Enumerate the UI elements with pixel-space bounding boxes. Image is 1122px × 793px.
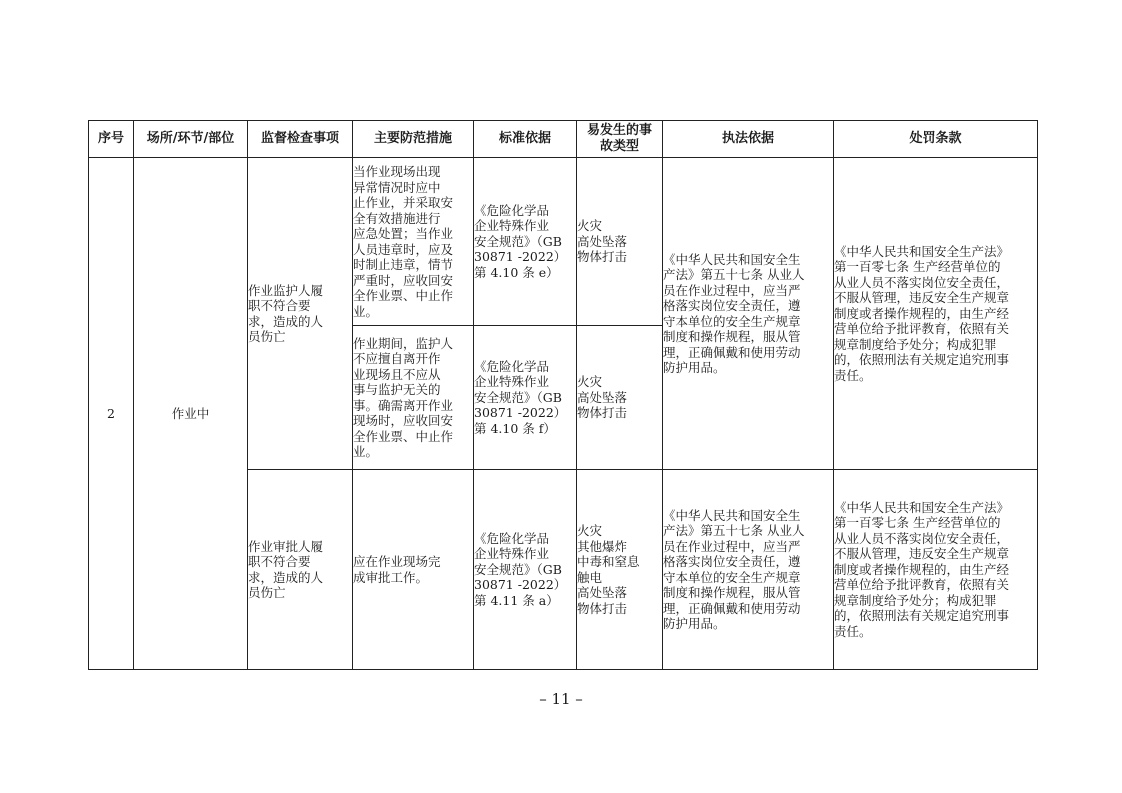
accident-type-cell: 火灾 其他爆炸 中毒和窒息 触电 高处坠落 物体打击 <box>577 470 663 670</box>
law-cell: 《中华人民共和国安全生 产法》第五十七条 从业人 员在作业过程中，应当严 格落实岗位安全责任，遵 守本单位的安全生产规章 制度和操作规程，服从管 理，正确佩戴和使用劳动 防护用品。 <box>663 158 834 470</box>
header-standard: 标准依据 <box>474 121 577 158</box>
header-law: 执法依据 <box>663 121 834 158</box>
header-issue: 监督检查事项 <box>248 121 353 158</box>
measure-cell: 当作业现场出现 异常情况时应中 止作业，并采取安 全有效措施进行 应急处置；当作业 人员违章时，应及 时制止违章，情节 严重时，应收回安 全作业票、中止作 业。 <box>353 158 474 326</box>
header-row <box>89 121 1038 158</box>
law-cell: 《中华人民共和国安全生 产法》第五十七条 从业人 员在作业过程中，应当严 格落实岗位安全责任，遵 守本单位的安全生产规章 制度和操作规程，服从管 理，正确佩戴和使用劳动 防护用品。 <box>663 470 834 670</box>
measure-cell: 作业期间，监护人 不应擅自离开作 业现场且不应从 事与监护无关的 事。确需离开作业 现场时，应收回安 全作业票、中止作 业。 <box>353 326 474 470</box>
issue-cell: 作业监护人履 职不符合要 求，造成的人 员伤亡 <box>248 158 353 470</box>
accident-type-cell: 火灾 高处坠落 物体打击 <box>577 158 663 326</box>
standard-cell: 《危险化学品 企业特殊作业 安全规范》（GB 30871 -2022） 第 4.11 条 a） <box>474 470 577 670</box>
header-measure: 主要防范措施 <box>353 121 474 158</box>
table-row <box>89 158 1038 326</box>
location-cell: 作业中 <box>134 158 248 670</box>
penalty-cell: 《中华人民共和国安全生产法》 第一百零七条 生产经营单位的 从业人员不落实岗位安全责任， 不服从管理，违反安全生产规章 制度或者操作规程的，由生产经 营单位给予批评教育，依照有关 规章制度给予处分；构成犯罪 的，依照刑法有关规定追究刑事 责任。 <box>834 158 1038 470</box>
penalty-cell: 《中华人民共和国安全生产法》 第一百零七条 生产经营单位的 从业人员不落实岗位安全责任， 不服从管理，违反安全生产规章 制度或者操作规程的，由生产经 营单位给予批评教育，依照有关 规章制度给予处分；构成犯罪 的，依照刑法有关规定追究刑事 责任。 <box>834 470 1038 670</box>
measure-cell: 应在作业现场完 成审批工作。 <box>353 470 474 670</box>
header-penalty: 处罚条款 <box>834 121 1038 158</box>
issue-cell: 作业审批人履 职不符合要 求，造成的人 员伤亡 <box>248 470 353 670</box>
inspection-table <box>88 120 1038 670</box>
standard-cell: 《危险化学品 企业特殊作业 安全规范》（GB 30871 -2022） 第 4.10 条 f） <box>474 326 577 470</box>
header-accident-type: 易发生的事 故类型 <box>577 121 663 158</box>
standard-cell: 《危险化学品 企业特殊作业 安全规范》（GB 30871 -2022） 第 4.10 条 e） <box>474 158 577 326</box>
accident-type-cell: 火灾 高处坠落 物体打击 <box>577 326 663 470</box>
page-number: – 11 – <box>539 690 583 708</box>
header-location: 场所/环节/部位 <box>134 121 248 158</box>
header-seq: 序号 <box>89 121 134 158</box>
seq-cell: 2 <box>89 158 134 670</box>
